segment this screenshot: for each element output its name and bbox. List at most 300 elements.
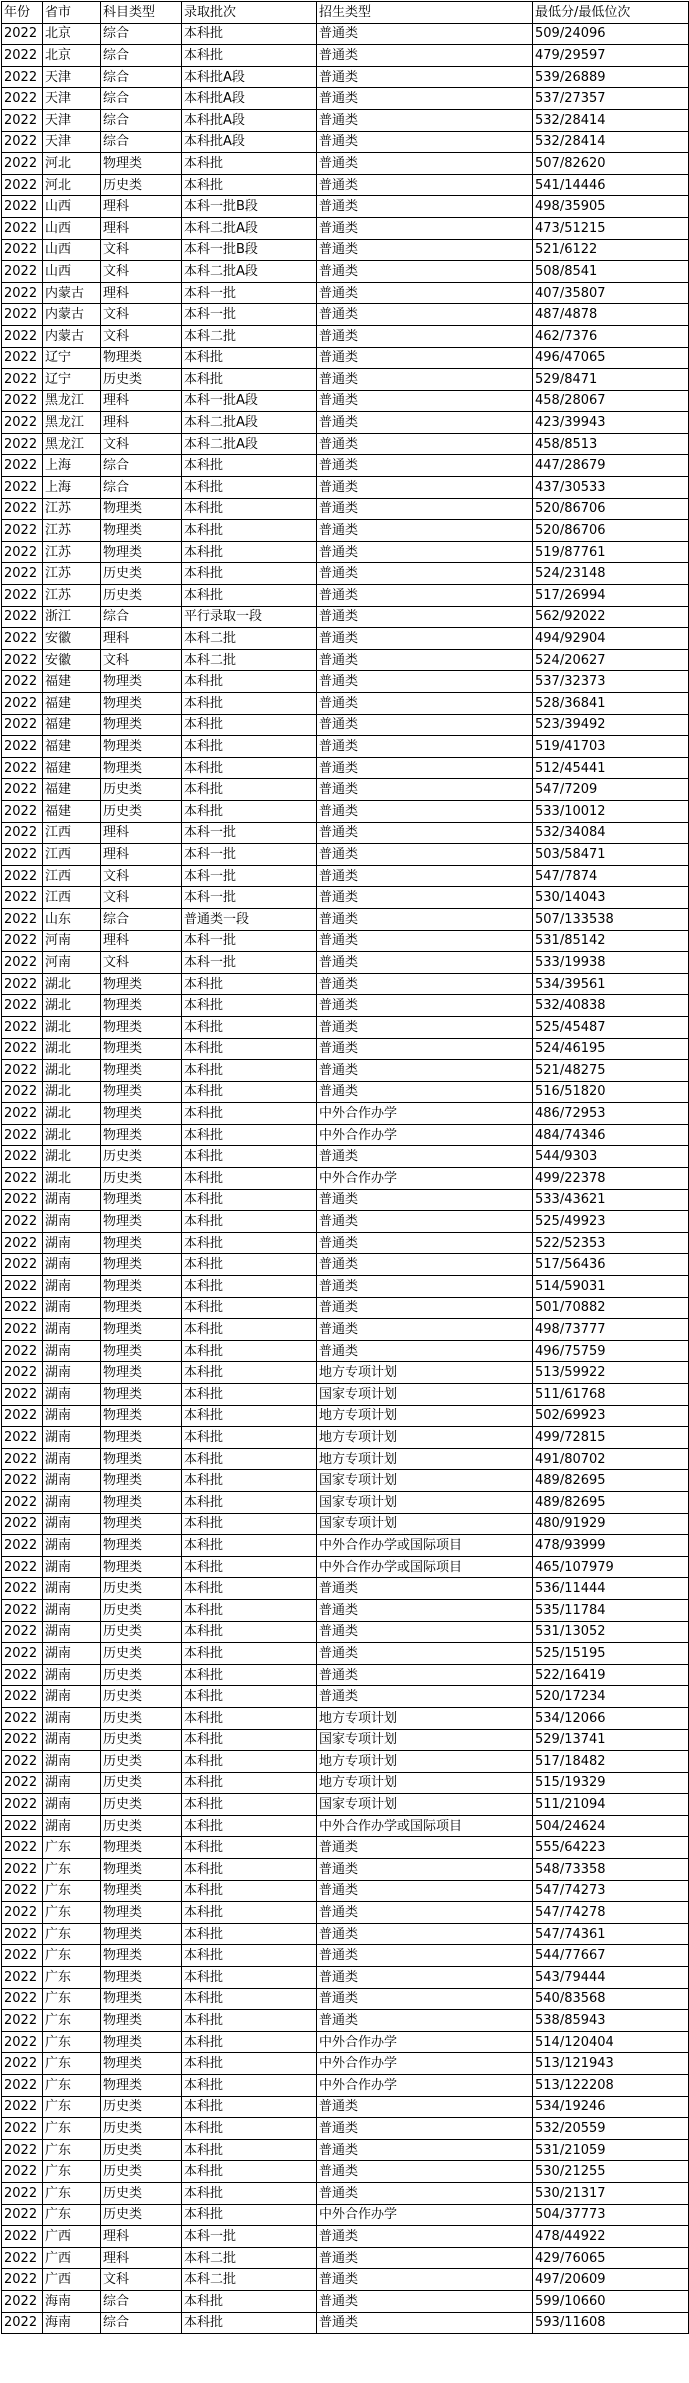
table-row [2, 1016, 689, 1038]
table-row [2, 1859, 689, 1881]
cell-year: 2022 [2, 1189, 43, 1211]
cell-province: 湖南 [43, 1276, 101, 1298]
cell-subject-type: 物理类 [101, 2075, 182, 2097]
cell-enroll-type: 普通类 [317, 2226, 533, 2248]
cell-enroll-type: 普通类 [317, 671, 533, 693]
table-row [2, 369, 689, 391]
cell-province: 广东 [43, 1902, 101, 1924]
cell-enroll-type: 普通类 [317, 325, 533, 347]
table-row [2, 153, 689, 175]
cell-subject-type: 物理类 [101, 1923, 182, 1945]
cell-subject-type: 物理类 [101, 1038, 182, 1060]
cell-min-score-rank: 539/26889 [533, 66, 689, 88]
cell-subject-type: 物理类 [101, 2010, 182, 2032]
cell-year: 2022 [2, 1340, 43, 1362]
cell-year: 2022 [2, 369, 43, 391]
table-row [2, 1923, 689, 1945]
cell-year: 2022 [2, 800, 43, 822]
cell-min-score-rank: 531/13052 [533, 1621, 689, 1643]
cell-province: 广东 [43, 1923, 101, 1945]
cell-batch: 本科批 [182, 1470, 317, 1492]
cell-subject-type: 物理类 [101, 1211, 182, 1233]
table-row [2, 2139, 689, 2161]
cell-province: 湖南 [43, 1189, 101, 1211]
cell-subject-type: 物理类 [101, 1103, 182, 1125]
cell-min-score-rank: 544/9303 [533, 1146, 689, 1168]
cell-enroll-type: 普通类 [317, 563, 533, 585]
cell-batch: 本科批 [182, 45, 317, 67]
cell-province: 湖南 [43, 1297, 101, 1319]
cell-enroll-type: 普通类 [317, 433, 533, 455]
cell-batch: 本科一批 [182, 2226, 317, 2248]
cell-enroll-type: 普通类 [317, 973, 533, 995]
cell-province: 湖北 [43, 1146, 101, 1168]
cell-batch: 本科二批 [182, 2269, 317, 2291]
table-row [2, 390, 689, 412]
table-row [2, 2118, 689, 2140]
cell-min-score-rank: 423/39943 [533, 412, 689, 434]
cell-min-score-rank: 529/8471 [533, 369, 689, 391]
cell-year: 2022 [2, 1319, 43, 1341]
cell-enroll-type: 普通类 [317, 1060, 533, 1082]
cell-min-score-rank: 437/30533 [533, 477, 689, 499]
cell-year: 2022 [2, 973, 43, 995]
cell-province: 湖北 [43, 1016, 101, 1038]
header-enroll-type: 招生类型 [317, 2, 533, 24]
cell-min-score-rank: 521/48275 [533, 1060, 689, 1082]
cell-enroll-type: 普通类 [317, 1276, 533, 1298]
cell-province: 广东 [43, 2075, 101, 2097]
cell-province: 内蒙古 [43, 325, 101, 347]
cell-year: 2022 [2, 347, 43, 369]
cell-subject-type: 历史类 [101, 1168, 182, 1190]
cell-year: 2022 [2, 887, 43, 909]
cell-year: 2022 [2, 1815, 43, 1837]
cell-province: 广东 [43, 1988, 101, 2010]
cell-subject-type: 历史类 [101, 2118, 182, 2140]
cell-batch: 本科批 [182, 1189, 317, 1211]
cell-year: 2022 [2, 1060, 43, 1082]
table-row [2, 1448, 689, 1470]
cell-year: 2022 [2, 952, 43, 974]
cell-min-score-rank: 458/8513 [533, 433, 689, 455]
table-row [2, 1988, 689, 2010]
cell-province: 湖南 [43, 1254, 101, 1276]
cell-subject-type: 综合 [101, 88, 182, 110]
table-row [2, 217, 689, 239]
cell-province: 内蒙古 [43, 282, 101, 304]
cell-province: 湖南 [43, 1384, 101, 1406]
cell-batch: 本科批 [182, 2118, 317, 2140]
cell-min-score-rank: 533/19938 [533, 952, 689, 974]
table-row [2, 2312, 689, 2334]
cell-subject-type: 文科 [101, 2269, 182, 2291]
cell-min-score-rank: 530/21255 [533, 2161, 689, 2183]
cell-province: 广东 [43, 1967, 101, 1989]
cell-enroll-type: 普通类 [317, 23, 533, 45]
cell-subject-type: 物理类 [101, 1340, 182, 1362]
table-row [2, 1211, 689, 1233]
cell-province: 湖南 [43, 1686, 101, 1708]
cell-min-score-rank: 494/92904 [533, 628, 689, 650]
cell-batch: 本科批 [182, 1513, 317, 1535]
cell-year: 2022 [2, 1211, 43, 1233]
cell-min-score-rank: 547/74278 [533, 1902, 689, 1924]
cell-enroll-type: 普通类 [317, 217, 533, 239]
cell-subject-type: 物理类 [101, 1837, 182, 1859]
cell-subject-type: 历史类 [101, 800, 182, 822]
cell-subject-type: 物理类 [101, 153, 182, 175]
cell-enroll-type: 中外合作办学或国际项目 [317, 1815, 533, 1837]
cell-subject-type: 物理类 [101, 1427, 182, 1449]
cell-subject-type: 物理类 [101, 1880, 182, 1902]
table-row [2, 261, 689, 283]
table-row [2, 239, 689, 261]
cell-batch: 本科批 [182, 1707, 317, 1729]
cell-batch: 本科批 [182, 1340, 317, 1362]
table-row [2, 1535, 689, 1557]
cell-year: 2022 [2, 1103, 43, 1125]
table-row [2, 2031, 689, 2053]
cell-province: 江西 [43, 844, 101, 866]
cell-min-score-rank: 486/72953 [533, 1103, 689, 1125]
cell-year: 2022 [2, 1081, 43, 1103]
table-row [2, 649, 689, 671]
cell-batch: 本科批 [182, 1060, 317, 1082]
cell-batch: 本科批 [182, 1276, 317, 1298]
cell-min-score-rank: 462/7376 [533, 325, 689, 347]
table-row [2, 1297, 689, 1319]
cell-subject-type: 综合 [101, 455, 182, 477]
cell-batch: 本科批 [182, 1297, 317, 1319]
cell-enroll-type: 普通类 [317, 174, 533, 196]
cell-year: 2022 [2, 2118, 43, 2140]
cell-province: 湖南 [43, 1794, 101, 1816]
cell-batch: 本科批 [182, 1815, 317, 1837]
table-row [2, 2226, 689, 2248]
table-row [2, 844, 689, 866]
cell-province: 湖南 [43, 1362, 101, 1384]
cell-min-score-rank: 537/27357 [533, 88, 689, 110]
cell-year: 2022 [2, 2161, 43, 2183]
cell-year: 2022 [2, 131, 43, 153]
cell-enroll-type: 普通类 [317, 455, 533, 477]
table-row [2, 1880, 689, 1902]
cell-subject-type: 历史类 [101, 1664, 182, 1686]
cell-enroll-type: 中外合作办学 [317, 2204, 533, 2226]
cell-year: 2022 [2, 2010, 43, 2032]
cell-enroll-type: 国家专项计划 [317, 1794, 533, 1816]
cell-province: 湖南 [43, 1340, 101, 1362]
cell-batch: 本科批 [182, 1124, 317, 1146]
cell-province: 安徽 [43, 628, 101, 650]
cell-subject-type: 物理类 [101, 1232, 182, 1254]
cell-year: 2022 [2, 2182, 43, 2204]
cell-batch: 本科批 [182, 1319, 317, 1341]
cell-min-score-rank: 407/35807 [533, 282, 689, 304]
cell-year: 2022 [2, 908, 43, 930]
cell-year: 2022 [2, 1535, 43, 1557]
cell-subject-type: 物理类 [101, 1016, 182, 1038]
cell-min-score-rank: 447/28679 [533, 455, 689, 477]
table-row [2, 2290, 689, 2312]
cell-subject-type: 理科 [101, 412, 182, 434]
cell-batch: 本科批 [182, 1859, 317, 1881]
cell-province: 湖南 [43, 1427, 101, 1449]
cell-year: 2022 [2, 1016, 43, 1038]
cell-enroll-type: 普通类 [317, 477, 533, 499]
cell-enroll-type: 普通类 [317, 1038, 533, 1060]
cell-min-score-rank: 516/51820 [533, 1081, 689, 1103]
cell-enroll-type: 国家专项计划 [317, 1491, 533, 1513]
cell-min-score-rank: 547/74361 [533, 1923, 689, 1945]
cell-enroll-type: 普通类 [317, 1923, 533, 1945]
cell-province: 上海 [43, 455, 101, 477]
cell-subject-type: 物理类 [101, 736, 182, 758]
cell-subject-type: 综合 [101, 606, 182, 628]
cell-enroll-type: 普通类 [317, 714, 533, 736]
table-row [2, 1340, 689, 1362]
cell-batch: 普通类一段 [182, 908, 317, 930]
cell-min-score-rank: 513/59922 [533, 1362, 689, 1384]
table-row [2, 2053, 689, 2075]
cell-subject-type: 历史类 [101, 2204, 182, 2226]
cell-min-score-rank: 531/85142 [533, 930, 689, 952]
cell-subject-type: 物理类 [101, 1491, 182, 1513]
table-row [2, 1664, 689, 1686]
cell-batch: 本科批 [182, 1211, 317, 1233]
cell-batch: 本科批 [182, 585, 317, 607]
cell-year: 2022 [2, 23, 43, 45]
cell-enroll-type: 普通类 [317, 45, 533, 67]
cell-batch: 本科批 [182, 1232, 317, 1254]
cell-province: 湖北 [43, 1060, 101, 1082]
cell-min-score-rank: 498/73777 [533, 1319, 689, 1341]
cell-enroll-type: 普通类 [317, 1686, 533, 1708]
table-row [2, 1837, 689, 1859]
cell-subject-type: 物理类 [101, 520, 182, 542]
cell-batch: 本科批 [182, 1902, 317, 1924]
cell-year: 2022 [2, 2290, 43, 2312]
cell-enroll-type: 普通类 [317, 2139, 533, 2161]
cell-min-score-rank: 547/7874 [533, 865, 689, 887]
cell-min-score-rank: 531/21059 [533, 2139, 689, 2161]
cell-enroll-type: 普通类 [317, 2096, 533, 2118]
cell-min-score-rank: 513/122208 [533, 2075, 689, 2097]
cell-enroll-type: 普通类 [317, 2182, 533, 2204]
cell-subject-type: 理科 [101, 822, 182, 844]
header-batch: 录取批次 [182, 2, 317, 24]
cell-province: 广西 [43, 2247, 101, 2269]
cell-province: 广东 [43, 2010, 101, 2032]
cell-province: 黑龙江 [43, 390, 101, 412]
cell-enroll-type: 普通类 [317, 1621, 533, 1643]
table-row [2, 800, 689, 822]
cell-min-score-rank: 498/35905 [533, 196, 689, 218]
cell-min-score-rank: 521/6122 [533, 239, 689, 261]
cell-year: 2022 [2, 304, 43, 326]
cell-province: 河北 [43, 174, 101, 196]
cell-year: 2022 [2, 1945, 43, 1967]
cell-province: 广东 [43, 2161, 101, 2183]
cell-enroll-type: 普通类 [317, 757, 533, 779]
cell-batch: 本科批 [182, 347, 317, 369]
cell-min-score-rank: 519/41703 [533, 736, 689, 758]
cell-min-score-rank: 530/21317 [533, 2182, 689, 2204]
cell-year: 2022 [2, 2075, 43, 2097]
table-row [2, 196, 689, 218]
cell-min-score-rank: 517/56436 [533, 1254, 689, 1276]
cell-batch: 本科批 [182, 995, 317, 1017]
cell-subject-type: 物理类 [101, 1405, 182, 1427]
cell-batch: 本科批 [182, 1729, 317, 1751]
cell-year: 2022 [2, 1232, 43, 1254]
table-row [2, 66, 689, 88]
cell-enroll-type: 普通类 [317, 2290, 533, 2312]
cell-province: 安徽 [43, 649, 101, 671]
cell-province: 福建 [43, 714, 101, 736]
cell-province: 湖南 [43, 1751, 101, 1773]
cell-min-score-rank: 540/83568 [533, 1988, 689, 2010]
cell-enroll-type: 普通类 [317, 2010, 533, 2032]
cell-batch: 本科批 [182, 1427, 317, 1449]
table-row [2, 1967, 689, 1989]
cell-batch: 本科批 [182, 736, 317, 758]
table-row [2, 2010, 689, 2032]
cell-province: 湖南 [43, 1211, 101, 1233]
cell-batch: 本科二批 [182, 649, 317, 671]
table-row [2, 1384, 689, 1406]
cell-province: 黑龙江 [43, 433, 101, 455]
cell-batch: 本科批 [182, 2053, 317, 2075]
cell-enroll-type: 普通类 [317, 1211, 533, 1233]
cell-min-score-rank: 541/14446 [533, 174, 689, 196]
cell-year: 2022 [2, 520, 43, 542]
cell-province: 广西 [43, 2226, 101, 2248]
cell-province: 江西 [43, 865, 101, 887]
table-row [2, 23, 689, 45]
cell-year: 2022 [2, 649, 43, 671]
cell-enroll-type: 普通类 [317, 1945, 533, 1967]
cell-province: 湖南 [43, 1621, 101, 1643]
table-row [2, 757, 689, 779]
cell-province: 山东 [43, 908, 101, 930]
cell-enroll-type: 普通类 [317, 369, 533, 391]
cell-province: 湖北 [43, 995, 101, 1017]
table-row [2, 2204, 689, 2226]
cell-min-score-rank: 499/72815 [533, 1427, 689, 1449]
cell-year: 2022 [2, 736, 43, 758]
cell-batch: 本科批 [182, 1751, 317, 1773]
cell-min-score-rank: 514/120404 [533, 2031, 689, 2053]
cell-min-score-rank: 524/46195 [533, 1038, 689, 1060]
cell-year: 2022 [2, 1146, 43, 1168]
cell-enroll-type: 普通类 [317, 1297, 533, 1319]
cell-year: 2022 [2, 2247, 43, 2269]
cell-batch: 本科批 [182, 498, 317, 520]
cell-enroll-type: 地方专项计划 [317, 1405, 533, 1427]
table-body [2, 23, 689, 2334]
table-row [2, 908, 689, 930]
cell-province: 福建 [43, 671, 101, 693]
cell-year: 2022 [2, 1751, 43, 1773]
cell-subject-type: 物理类 [101, 671, 182, 693]
cell-year: 2022 [2, 1254, 43, 1276]
cell-province: 天津 [43, 131, 101, 153]
cell-year: 2022 [2, 1880, 43, 1902]
cell-year: 2022 [2, 2204, 43, 2226]
cell-enroll-type: 地方专项计划 [317, 1772, 533, 1794]
table-row [2, 520, 689, 542]
table-row [2, 1276, 689, 1298]
table-row [2, 282, 689, 304]
cell-min-score-rank: 533/43621 [533, 1189, 689, 1211]
cell-enroll-type: 普通类 [317, 196, 533, 218]
cell-batch: 本科批 [182, 1038, 317, 1060]
cell-enroll-type: 普通类 [317, 2269, 533, 2291]
cell-year: 2022 [2, 822, 43, 844]
cell-enroll-type: 普通类 [317, 1599, 533, 1621]
cell-province: 广东 [43, 1880, 101, 1902]
cell-year: 2022 [2, 930, 43, 952]
cell-province: 天津 [43, 88, 101, 110]
cell-batch: 本科批 [182, 1146, 317, 1168]
cell-year: 2022 [2, 693, 43, 715]
cell-year: 2022 [2, 66, 43, 88]
cell-year: 2022 [2, 628, 43, 650]
cell-enroll-type: 普通类 [317, 1664, 533, 1686]
cell-province: 湖南 [43, 1643, 101, 1665]
cell-enroll-type: 普通类 [317, 1016, 533, 1038]
cell-batch: 本科一批 [182, 930, 317, 952]
cell-min-score-rank: 458/28067 [533, 390, 689, 412]
table-row [2, 693, 689, 715]
cell-enroll-type: 普通类 [317, 865, 533, 887]
cell-subject-type: 物理类 [101, 1124, 182, 1146]
cell-subject-type: 物理类 [101, 1556, 182, 1578]
cell-subject-type: 综合 [101, 908, 182, 930]
cell-enroll-type: 中外合作办学 [317, 1124, 533, 1146]
table-row [2, 1643, 689, 1665]
table-row [2, 109, 689, 131]
cell-min-score-rank: 507/82620 [533, 153, 689, 175]
cell-enroll-type: 普通类 [317, 390, 533, 412]
cell-enroll-type: 普通类 [317, 1902, 533, 1924]
cell-min-score-rank: 515/19329 [533, 1772, 689, 1794]
cell-enroll-type: 普通类 [317, 908, 533, 930]
table-row [2, 736, 689, 758]
cell-batch: 本科批 [182, 1405, 317, 1427]
cell-subject-type: 历史类 [101, 2161, 182, 2183]
cell-batch: 本科批 [182, 1535, 317, 1557]
cell-year: 2022 [2, 1772, 43, 1794]
table-header-row [2, 2, 689, 24]
cell-province: 北京 [43, 23, 101, 45]
cell-min-score-rank: 487/4878 [533, 304, 689, 326]
cell-year: 2022 [2, 2312, 43, 2334]
cell-year: 2022 [2, 563, 43, 585]
cell-province: 广东 [43, 1945, 101, 1967]
cell-province: 河南 [43, 930, 101, 952]
cell-batch: 本科一批 [182, 304, 317, 326]
cell-subject-type: 历史类 [101, 1686, 182, 1708]
cell-enroll-type: 普通类 [317, 693, 533, 715]
cell-year: 2022 [2, 585, 43, 607]
cell-subject-type: 理科 [101, 217, 182, 239]
cell-min-score-rank: 507/133538 [533, 908, 689, 930]
cell-subject-type: 历史类 [101, 1815, 182, 1837]
cell-subject-type: 物理类 [101, 1319, 182, 1341]
